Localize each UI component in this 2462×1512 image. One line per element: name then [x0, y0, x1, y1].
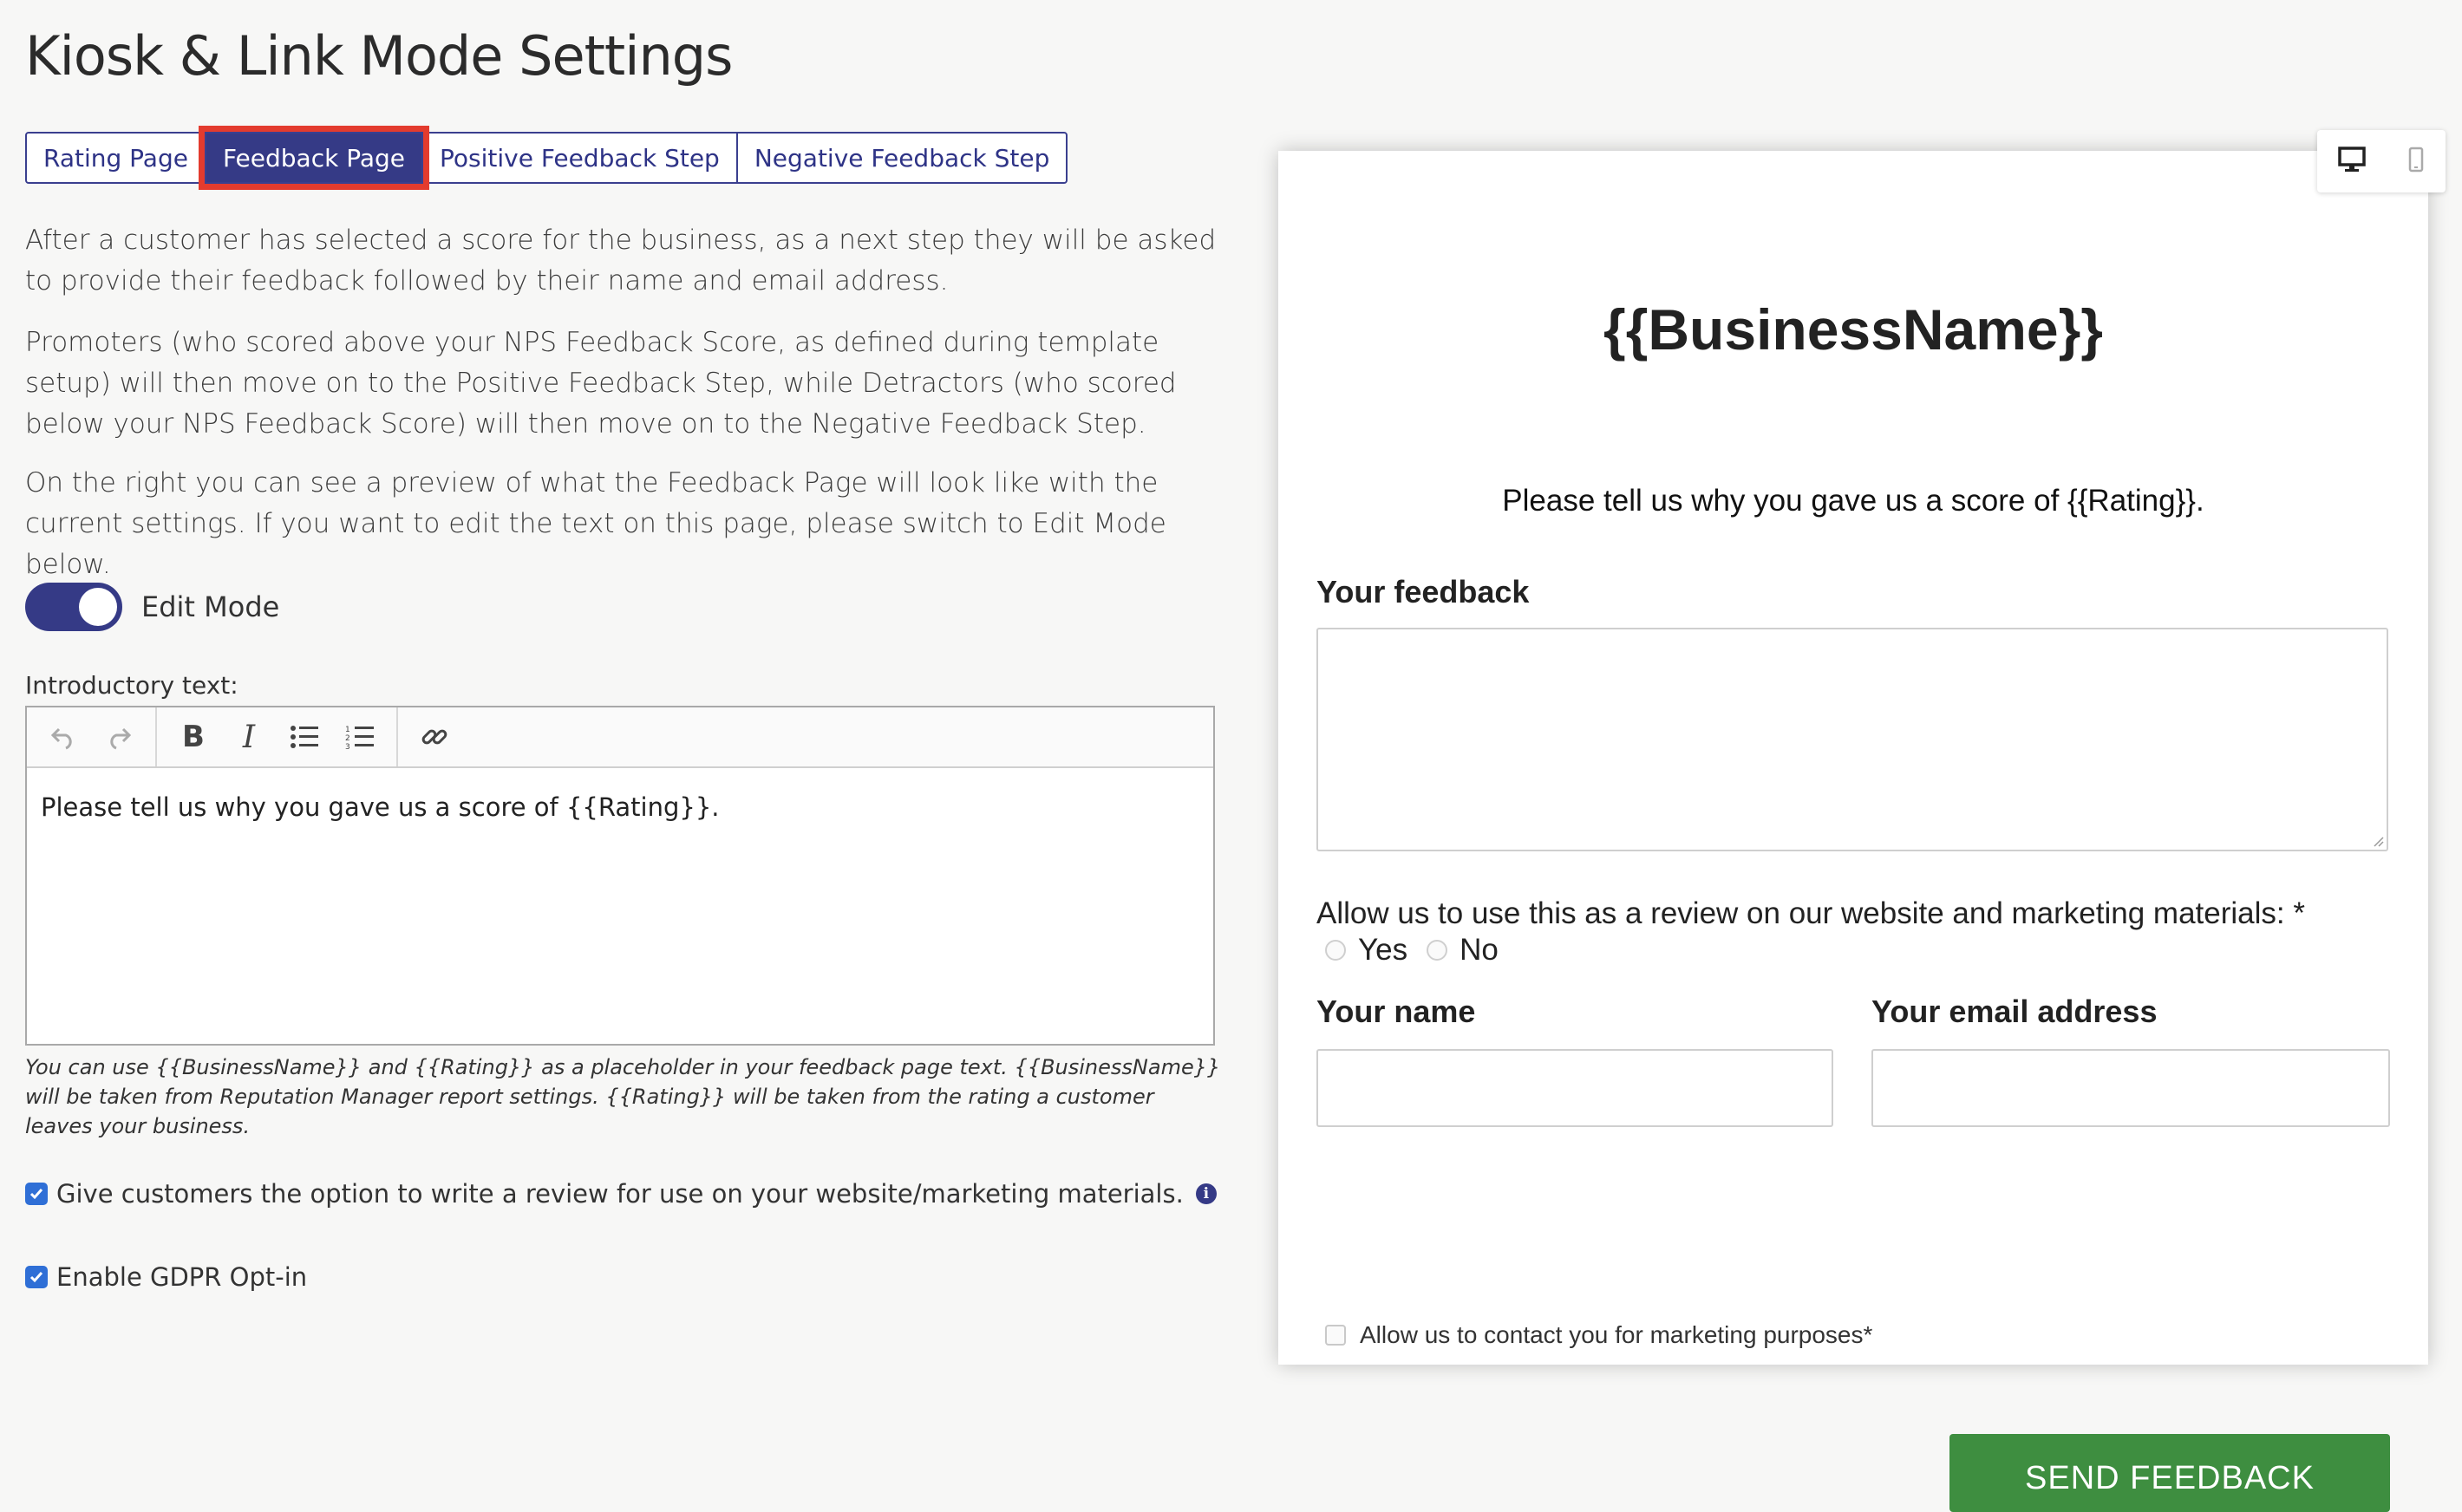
review-option-checkbox[interactable] — [25, 1183, 48, 1205]
no-label: No — [1460, 933, 1499, 967]
numbered-list-icon[interactable] — [332, 711, 388, 763]
yes-label: Yes — [1358, 933, 1408, 967]
preview-review-question: Allow us to use this as a review on our website and marketing materials: * — [1316, 896, 2305, 930]
introductory-text-label: Introductory text: — [25, 671, 238, 700]
preview-name-label: Your name — [1316, 994, 1476, 1029]
preview-gdpr-label: Allow us to contact you for marketing purposes* — [1360, 1321, 1873, 1348]
tab-feedback-page[interactable]: Feedback Page — [205, 132, 423, 184]
description-paragraph-3: On the right you can see a preview of what the Feedback Page will look like with the current settings. If you want to edit the text on this page, please switch to Edit Mode below. — [25, 467, 1166, 580]
preview-gdpr-checkbox[interactable] — [1325, 1325, 1346, 1346]
rich-text-editor — [25, 706, 1215, 1046]
history-group — [27, 707, 157, 766]
svg-text:2: 2 — [345, 734, 350, 743]
send-feedback-button[interactable]: SEND FEEDBACK — [1949, 1434, 2390, 1512]
description-paragraph-2: Promoters (who scored above your NPS Feedback Score, as defined during template setup) will then move on to the Positive Feedback Step, while Detractors (who scored below your NPS Feedback Score) will then move on to the Negative Feedback Step. — [25, 327, 1177, 440]
editor-content[interactable]: Please tell us why you gave us a score of {{Rating}}. — [41, 792, 720, 822]
preview-intro-text: Please tell us why you gave us a score of {{Rating}}. — [1502, 484, 2204, 518]
edit-mode-toggle[interactable] — [25, 583, 122, 631]
gdpr-option-row — [25, 1262, 307, 1292]
review-option-label: Give customers the option to write a review for use on your website/marketing materials. — [56, 1179, 1184, 1209]
bold-icon[interactable]: B — [182, 720, 205, 754]
preview-business-name: {{BusinessName}} — [1603, 297, 2103, 362]
preview-feedback-textarea[interactable] — [1316, 628, 2388, 851]
preview-email-input[interactable] — [1871, 1049, 2390, 1127]
yes-radio[interactable] — [1325, 940, 1346, 961]
page-title: Kiosk & Link Mode Settings — [25, 24, 733, 88]
undo-icon[interactable] — [36, 711, 91, 763]
preview-gdpr-row — [1325, 1321, 1872, 1349]
preview-name-input[interactable] — [1316, 1049, 1833, 1127]
tab-negative-feedback-step[interactable]: Negative Feedback Step — [736, 132, 1068, 184]
review-option-row — [25, 1179, 1217, 1209]
description-paragraph-1: After a customer has selected a score for the business, as a next step they will be asked to provide their feedback followed by their name and email address. — [25, 225, 1217, 297]
svg-text:3: 3 — [345, 743, 350, 752]
redo-icon[interactable] — [91, 711, 147, 763]
preview-review-radios — [1325, 933, 1499, 968]
mobile-icon[interactable] — [2407, 147, 2425, 177]
no-radio[interactable] — [1427, 940, 1447, 961]
tab-rating-page[interactable]: Rating Page — [25, 132, 206, 184]
preview-feedback-label: Your feedback — [1316, 574, 1530, 609]
edit-mode-row — [25, 583, 279, 631]
italic-icon[interactable]: I — [242, 719, 256, 755]
gdpr-checkbox[interactable] — [25, 1266, 48, 1288]
tab-bar — [25, 132, 1068, 184]
edit-mode-label: Edit Mode — [141, 590, 280, 623]
feedback-page-preview — [1278, 151, 2428, 1496]
link-group — [396, 707, 471, 766]
desktop-icon[interactable] — [2338, 147, 2366, 177]
bulleted-list-icon[interactable] — [277, 711, 332, 763]
resize-handle-icon[interactable] — [2372, 835, 2384, 847]
link-icon[interactable] — [407, 711, 462, 763]
editor-toolbar — [27, 707, 1213, 768]
placeholder-hint: You can use {{BusinessName}} and {{Rating}} as a placeholder in your feedback page text. {{BusinessName}} will be taken from Reputation Manager report settings. {{Rating}} will be taken from the rating a customer leaves your business. — [25, 1055, 1221, 1138]
svg-text:1: 1 — [345, 726, 350, 734]
format-group — [157, 707, 396, 766]
toggle-knob — [79, 588, 117, 626]
gdpr-label: Enable GDPR Opt-in — [56, 1262, 308, 1292]
tab-positive-feedback-step[interactable]: Positive Feedback Step — [421, 132, 738, 184]
device-switch — [2317, 130, 2446, 192]
info-icon[interactable]: i — [1196, 1183, 1217, 1204]
preview-email-label: Your email address — [1871, 994, 2158, 1029]
